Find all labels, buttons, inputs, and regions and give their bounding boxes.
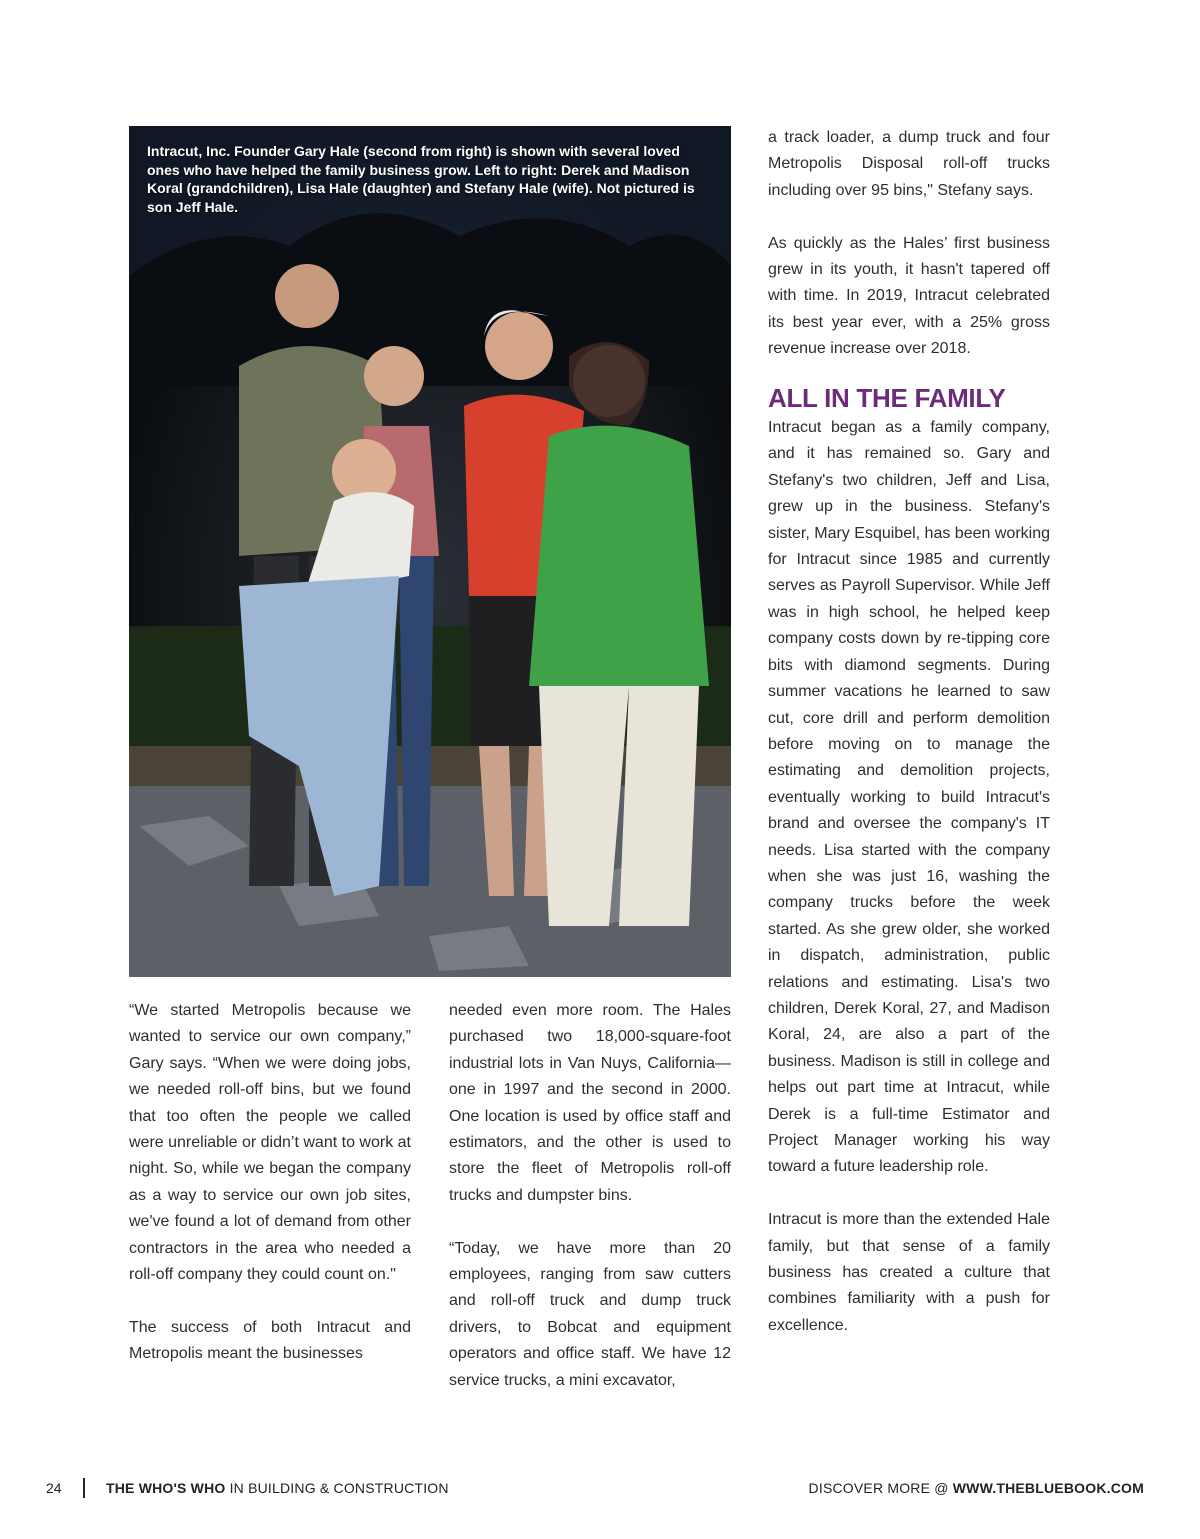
discover-label: DISCOVER MORE @ [808, 1480, 953, 1496]
paragraph: As quickly as the Hales’ first business grew in its youth, it hasn't tapered off with time. In 2019, Intracut celebrated its best year ever, with a 25% gross revenue increase over 2018. [768, 234, 1050, 358]
section-heading: ALL IN THE FAMILY [768, 383, 1006, 414]
footer-divider [83, 1478, 85, 1498]
family-photo [129, 126, 731, 977]
paragraph: Intracut began as a family company, and it has remained so. Gary and Stefany's two children, Jeff and Lisa, grew up in the business. Stefany's sister, Mary Esquibel, has been working for Intracut since 1985 and currently serves as Payroll Supervisor. While Jeff was in high school, he helped keep company costs down by re-tipping core bits with diamond segments. During summer vacations he learned to saw cut, core drill and perform demolition before moving on to manage the estimating and demolition projects, eventually working to build Intracut's brand and oversee the company's IT needs. Lisa started with the company when she was just 16, washing the company trucks before the week started. As she grew older, she worked in dispatch, administration, public relations and estimating. Lisa's two children, Derek Koral, 27, and Madison Koral, 24, are also a part of the business. Madison is still in college and helps out part time at Intracut, while Derek is a full-time Estimator and Project Manager working his way toward a future leadership role. [768, 419, 1050, 1176]
discover-more [809, 1480, 1144, 1496]
paragraph: “Today, we have more than 20 employees, ranging from saw cutters and roll-off truck and dump truck drivers, to Bobcat and equipment operators and office staff. We have 12 service trucks, a mini excavator, [449, 1239, 731, 1389]
website-link[interactable]: WWW.THEBLUEBOOK.COM [952, 1480, 1144, 1496]
page-footer [0, 1478, 1200, 1498]
paragraph: a track loader, a dump truck and four Metropolis Disposal roll-off trucks including over 95 bins," Stefany says. [768, 129, 1050, 199]
paragraph: The success of both Intracut and Metropolis meant the businesses [129, 1318, 411, 1363]
publication-name [106, 1480, 449, 1496]
photo-caption: Intracut, Inc. Founder Gary Hale (second from right) is shown with several loved ones who have helped the family business grow. Left to right: Derek and Madison Koral (grandchildren), Lisa Hale (daughter) and Stefany Hale (wife). Not pictured is son Jeff Hale. [147, 143, 695, 215]
family-photo-illustration [129, 126, 731, 977]
page-number: 24 [46, 1480, 62, 1496]
paragraph: “We started Metropolis because we wanted to service our own company,” Gary says. “When we were doing jobs, we needed roll-off bins, but we found that too often the people we called were unreliable or didn’t want to work at night. So, while we began the company as a way to service our own job sites, we've found a lot of demand from other contractors in the area who needed a roll-off company they could count on." [129, 1002, 411, 1284]
article-column-1 [129, 998, 411, 1368]
paragraph: needed even more room. The Hales purchased two 18,000-square-foot industrial lots in Van Nuys, California—one in 1997 and the second in 2000. One location is used by office staff and estimators, and the other is used to store the fleet of Metropolis roll-off trucks and dumpster bins. [449, 1002, 731, 1204]
paragraph: Intracut is more than the extended Hale family, but that sense of a family business has created a culture that combines familiarity with a push for excellence. [768, 1211, 1050, 1334]
publication-name-rest: IN BUILDING & CONSTRUCTION [225, 1480, 449, 1496]
publication-name-bold: THE WHO'S WHO [106, 1480, 226, 1496]
article-column-2 [449, 998, 731, 1394]
article-column-3 [768, 125, 1050, 1339]
